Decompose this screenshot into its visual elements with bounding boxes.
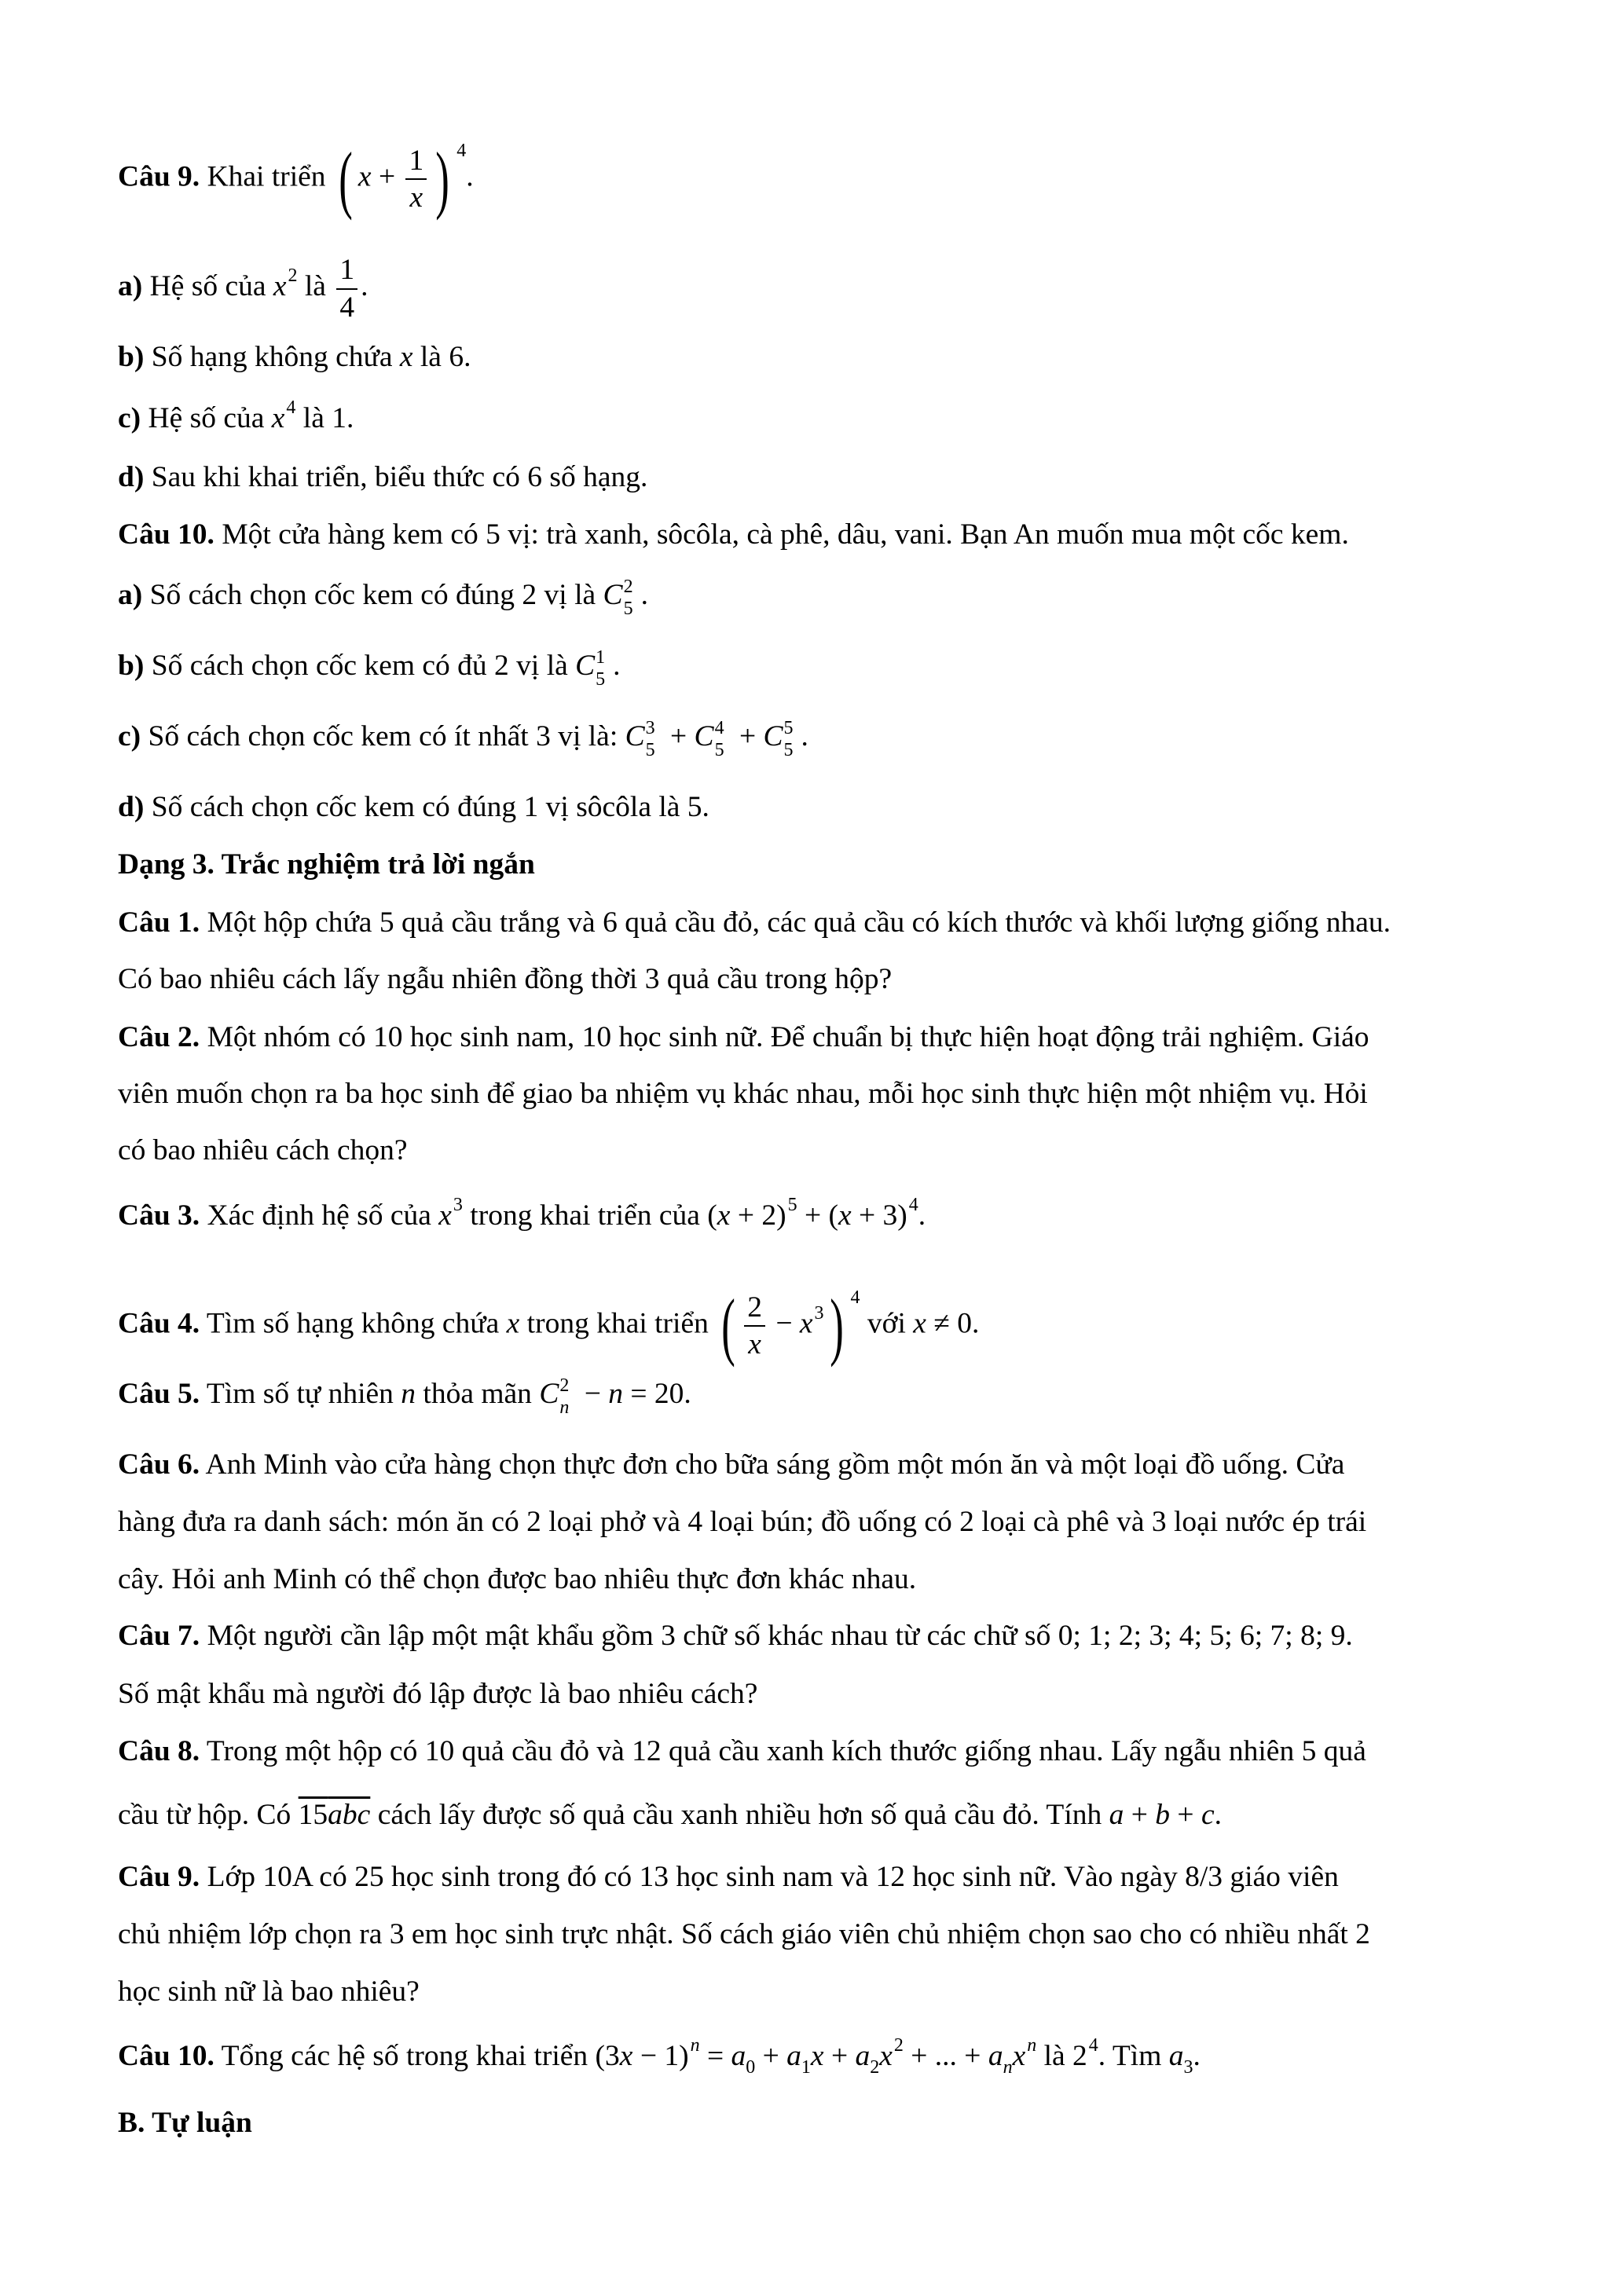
short-q8-l1: Câu 8. Trong một hộp có 10 quả cầu đỏ và 12 quả cầu xanh kích thước giống nhau. Lấy ngẫu nhiên 5 quả — [118, 1735, 1366, 1767]
short-q3: Câu 3. Xác định hệ số của $x^3$ trong khai triển của $(x + 2)^5 + (x + 3)^4$. — [118, 1195, 926, 1232]
short-q7-l2: Số mật khẩu mà người đó lập được là bao nhiêu cách? — [118, 1678, 758, 1710]
short-q2-l1: Câu 2. Một nhóm có 10 học sinh nam, 10 học sinh nữ. Để chuẩn bị thực hiện hoạt động trải nghiệm. Giáo — [118, 1021, 1369, 1053]
section3-title: Dạng 3. Trắc nghiệm trả lời ngắn — [118, 848, 535, 881]
short-q1-l2: Có bao nhiêu cách lấy ngẫu nhiên đồng thời 3 quả cầu trong hộp? — [118, 963, 893, 995]
short-q4: Câu 4. Tìm số hạng không chứa x trong khai triển ( $\frac{2}{x}$ − $x^3$) $^4$ với x ≠ 0. — [118, 1283, 980, 1368]
short-q9-l2: chủ nhiệm lớp chọn ra 3 em học sinh trực nhật. Số cách giáo viên chủ nhiệm chọn sao cho có nhiều nhất 2 — [118, 1918, 1370, 1950]
q9-head: Câu 9. — [118, 160, 200, 193]
sectionB-title: B. Tự luận — [118, 2107, 252, 2139]
short-q6-l3: cây. Hỏi anh Minh có thể chọn được bao nhiêu thực đơn khác nhau. — [118, 1563, 917, 1595]
short-q5: Câu 5. Tìm số tự nhiên n thỏa mãn C 2 n − n = 20. — [118, 1375, 691, 1419]
short-q2-l2: viên muốn chọn ra ba học sinh để giao ba nhiệm vụ khác nhau, mỗi học sinh thực hiện một nhiệm vụ. Hỏi — [118, 1078, 1368, 1110]
short-q2-l3: có bao nhiêu cách chọn? — [118, 1134, 408, 1166]
short-q10: Câu 10. Tổng các hệ số trong khai triển $(3x - 1)^n = a_0 + a_1x + a_2x^2$ + ... + $a_nx^n$ là $2^4$. Tìm $a_3$. — [118, 2035, 1201, 2078]
short-q9-l3: học sinh nữ là bao nhiêu? — [118, 1976, 420, 2008]
q9-item-b: b) Số hạng không chứa x là 6. — [118, 341, 471, 373]
short-q7-l1: Câu 7. Một người cần lập một mật khẩu gồm 3 chữ số khác nhau từ các chữ số 0; 1; 2; 3; 4; 5; 6; 7; 8; 9. — [118, 1620, 1353, 1652]
q10-item-d: d) Số cách chọn cốc kem có đúng 1 vị sôcôla là 5. — [118, 791, 709, 823]
q9-title: Câu 9. Khai triển ( x + $\frac{1}{x}$ ) $^4$. — [118, 137, 474, 221]
q10-item-b: b) Số cách chọn cốc kem có đủ 2 vị là C 1 5 . — [118, 647, 621, 690]
q10-title: Câu 10. Một cửa hàng kem có 5 vị: trà xanh, sôcôla, cà phê, dâu, vani. Bạn An muốn mua một cốc kem. — [118, 518, 1349, 551]
q9-text: Khai triển — [207, 160, 326, 193]
short-q9-l1: Câu 9. Lớp 10A có 25 học sinh trong đó có 13 học sinh nam và 12 học sinh nữ. Vào ngày 8/3 giáo viên — [118, 1861, 1339, 1893]
q9-item-d: d) Sau khi khai triển, biểu thức có 6 số hạng. — [118, 461, 648, 493]
short-q1-l1: Câu 1. Một hộp chứa 5 quả cầu trắng và 6 quả cầu đỏ, các quả cầu có kích thước và khối lượng giống nhau. — [118, 906, 1391, 939]
short-q6-l1: Câu 6. Anh Minh vào cửa hàng chọn thực đơn cho bữa sáng gồm một món ăn và một loại đồ uống. Cửa — [118, 1448, 1345, 1481]
q10-item-c: c) Số cách chọn cốc kem có ít nhất 3 vị là: C 3 5 + C 4 5 + C 5 5 . — [118, 718, 808, 761]
q9-item-a: a) Hệ số của $x^2$ là $\frac{1}{4}$ . — [118, 254, 368, 324]
short-q6-l2: hàng đưa ra danh sách: món ăn có 2 loại phở và 4 loại bún; đồ uống có 2 loại cà phê và 3 loại nước ép trái — [118, 1506, 1367, 1538]
q9-item-c: c) Hệ số của $x^4$ là 1. — [118, 397, 354, 434]
q10-item-a: a) Số cách chọn cốc kem có đúng 2 vị là C 2 5 . — [118, 577, 648, 620]
short-q8-l2: cầu từ hộp. Có 15abc cách lấy được số quả cầu xanh nhiều hơn số quả cầu đỏ. Tính a + b + c. — [118, 1799, 1222, 1831]
